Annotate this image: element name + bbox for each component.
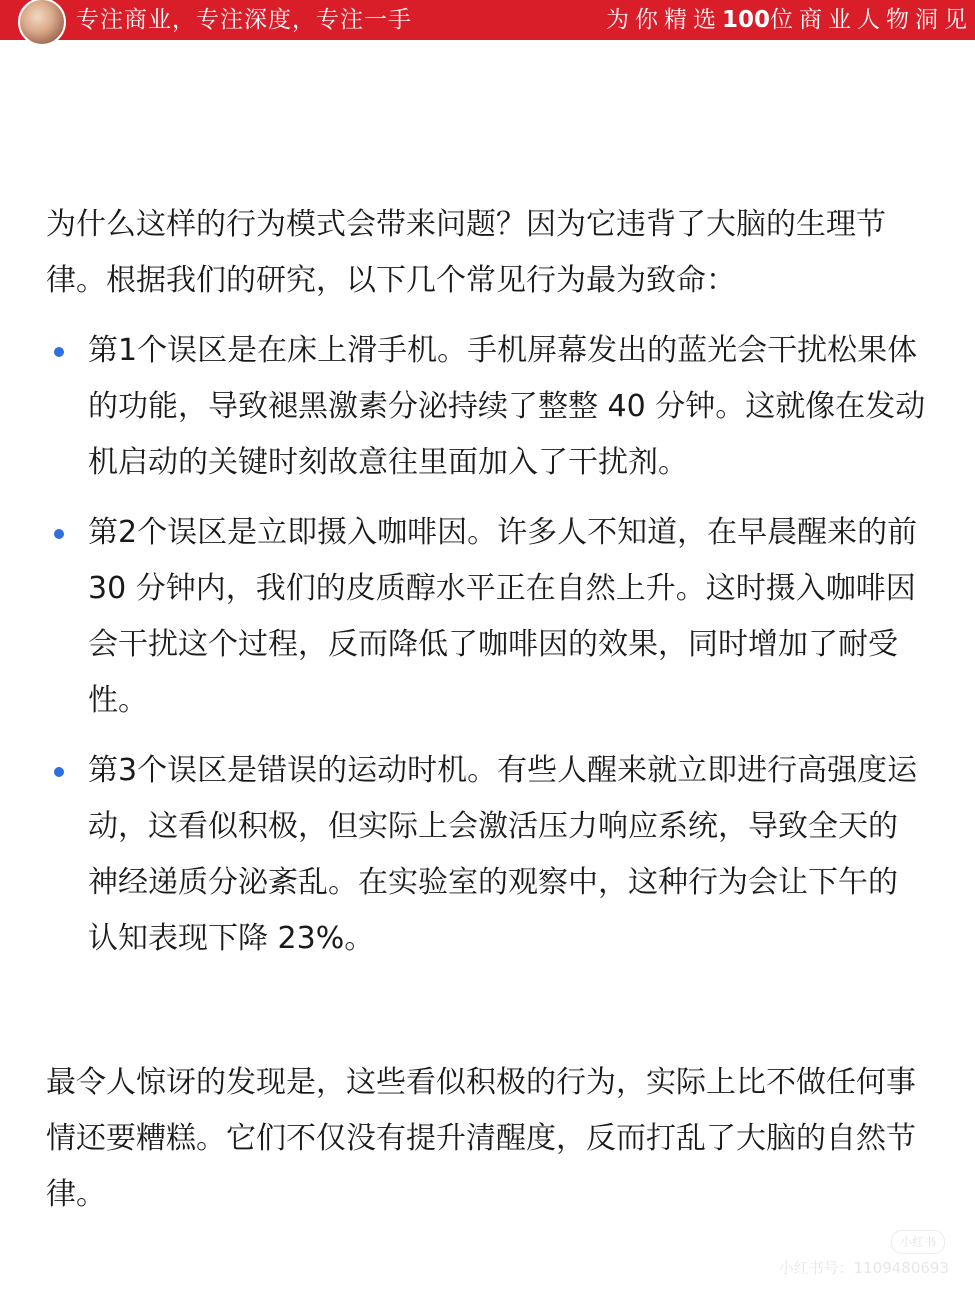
tagline-number: 100 (721, 7, 770, 33)
conclusion-paragraph: 最令人惊讶的发现是，这些看似积极的行为，实际上比不做任何事情还要糟糕。它们不仅没有提升清醒度，反而打乱了大脑的自然节律。 (46, 1065, 916, 1212)
bullet-dot-icon (54, 347, 64, 357)
bullet-dot-icon (54, 529, 64, 539)
tagline-prefix: 为你精选 (605, 7, 722, 33)
bullet-item (46, 323, 926, 491)
bullet-item (46, 505, 926, 729)
bullet-item (46, 743, 926, 967)
tagline-suffix: 位商业人物洞见 (770, 7, 973, 33)
avatar[interactable] (18, 0, 66, 46)
bullet-text: 第1个误区是在床上滑手机。手机屏幕发出的蓝光会干扰松果体的功能，导致褪黑激素分泌持续了整整 40 分钟。这就像在发动机启动的关键时刻故意往里面加入了干扰剂。 (88, 333, 926, 480)
bullet-list (46, 323, 926, 967)
banner-slogan: 专注商业，专注深度，专注一手 (76, 7, 412, 33)
header-banner (0, 0, 975, 40)
bullet-text: 第2个误区是立即摄入咖啡因。许多人不知道，在早晨醒来的前 30 分钟内，我们的皮质醇水平正在自然上升。这时摄入咖啡因会干扰这个过程，反而降低了咖啡因的效果，同时增加了耐受性。 (88, 515, 918, 718)
banner-tagline (606, 0, 973, 40)
intro-paragraph: 为什么这样的行为模式会带来问题？因为它违背了大脑的生理节律。根据我们的研究，以下几个常见行为最为致命： (46, 207, 886, 298)
article-body (46, 197, 926, 1223)
bullet-text: 第3个误区是错误的运动时机。有些人醒来就立即进行高强度运动，这看似积极，但实际上会激活压力响应系统，导致全天的神经递质分泌紊乱。在实验室的观察中，这种行为会让下午的认知表现下降 23%。 (88, 753, 918, 956)
watermark-logo: 小红书 (891, 1230, 945, 1254)
bullet-dot-icon (54, 767, 64, 777)
watermark-text: 小红书号：1109480693 (778, 1259, 949, 1277)
